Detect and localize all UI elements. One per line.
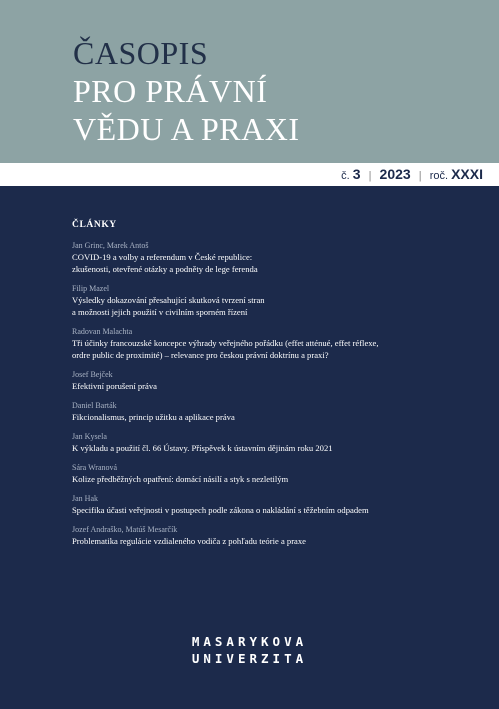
entry-authors: Josef Bejček (72, 370, 113, 379)
journal-title-line-1: ČASOPIS (73, 35, 209, 71)
journal-title (73, 34, 299, 148)
journal-title-line-2: PRO PRÁVNÍ (73, 73, 268, 109)
section-heading: ČLÁNKY (72, 220, 117, 230)
issue-separator: | (418, 170, 422, 182)
entry-title-line: ordre public de proximité) – relevance pro českou právní doktrínu a praxi? (72, 350, 329, 360)
issue-year: 2023 (379, 166, 411, 182)
journal-title-line-3: VĚDU A PRAXI (73, 111, 300, 147)
entry-authors: Jozef Andraško, Matúš Mesarčík (72, 525, 178, 534)
entry-title-line: Problematika regulácie vzdialeného vodiča z pohľadu teórie a praxe (72, 536, 306, 546)
issue-volume-prefix: roč. (429, 170, 449, 182)
entry-title-line: Výsledky dokazování přesahující skutková tvrzení stran (72, 295, 265, 305)
entry-title-line: Specifika účasti veřejnosti v postupech podle zákona o nakládání s těžebním odpadem (72, 505, 369, 515)
entry-title-line: Tři účinky francouzské koncepce výhrady veřejného pořádku (effet atténué, effet réflexe, (72, 338, 379, 348)
entry-title-line: COVID-19 a volby a referendum v České republice: (72, 252, 253, 262)
entry-authors: Daniel Barták (72, 401, 117, 410)
issue-number: 3 (352, 166, 361, 182)
toc-entry (72, 524, 472, 547)
entry-authors: Jan Hak (72, 494, 98, 503)
toc-entry (72, 431, 472, 454)
toc-entry (72, 400, 472, 423)
toc-entry (72, 462, 472, 485)
entry-title-line: a možnosti jejich použití v civilním sporném řízení (72, 307, 248, 317)
entry-title-line: K výkladu a použití čl. 66 Ústavy. Příspěvek k ústavním dějinám roku 2021 (72, 443, 333, 453)
toc-entry (72, 240, 472, 275)
publisher-logo-line-1: MASARYKOVA (191, 634, 308, 649)
entry-authors: Radovan Malachta (72, 327, 133, 336)
entry-authors: Sára Wranová (72, 463, 118, 472)
entry-title-line: Fikcionalismus, princip užitku a aplikace práva (72, 412, 235, 422)
toc-entry (72, 326, 472, 361)
toc-entry (72, 283, 472, 318)
issue-bar (0, 163, 499, 186)
entry-authors: Jan Grinc, Marek Antoš (72, 241, 149, 250)
entry-title-line: Kolize předběžných opatření: domácí násilí a styk s nezletilým (72, 474, 289, 484)
issue-info (341, 166, 483, 182)
issue-separator: | (368, 170, 372, 182)
entry-authors: Filip Mazel (72, 284, 110, 293)
entry-title-line: zkušenosti, otevřené otázky a podněty de lege ferenda (72, 264, 258, 274)
header-band (0, 0, 499, 163)
table-of-contents (72, 220, 472, 555)
issue-number-prefix: č. (341, 170, 350, 182)
toc-entry (72, 369, 472, 392)
toc-entry (72, 493, 472, 516)
issue-volume: XXXI (451, 166, 483, 182)
entry-title-line: Efektivní porušení práva (72, 381, 157, 391)
entry-authors: Jan Kysela (72, 432, 107, 441)
publisher-logo-line-2: UNIVERZITA (191, 651, 308, 666)
